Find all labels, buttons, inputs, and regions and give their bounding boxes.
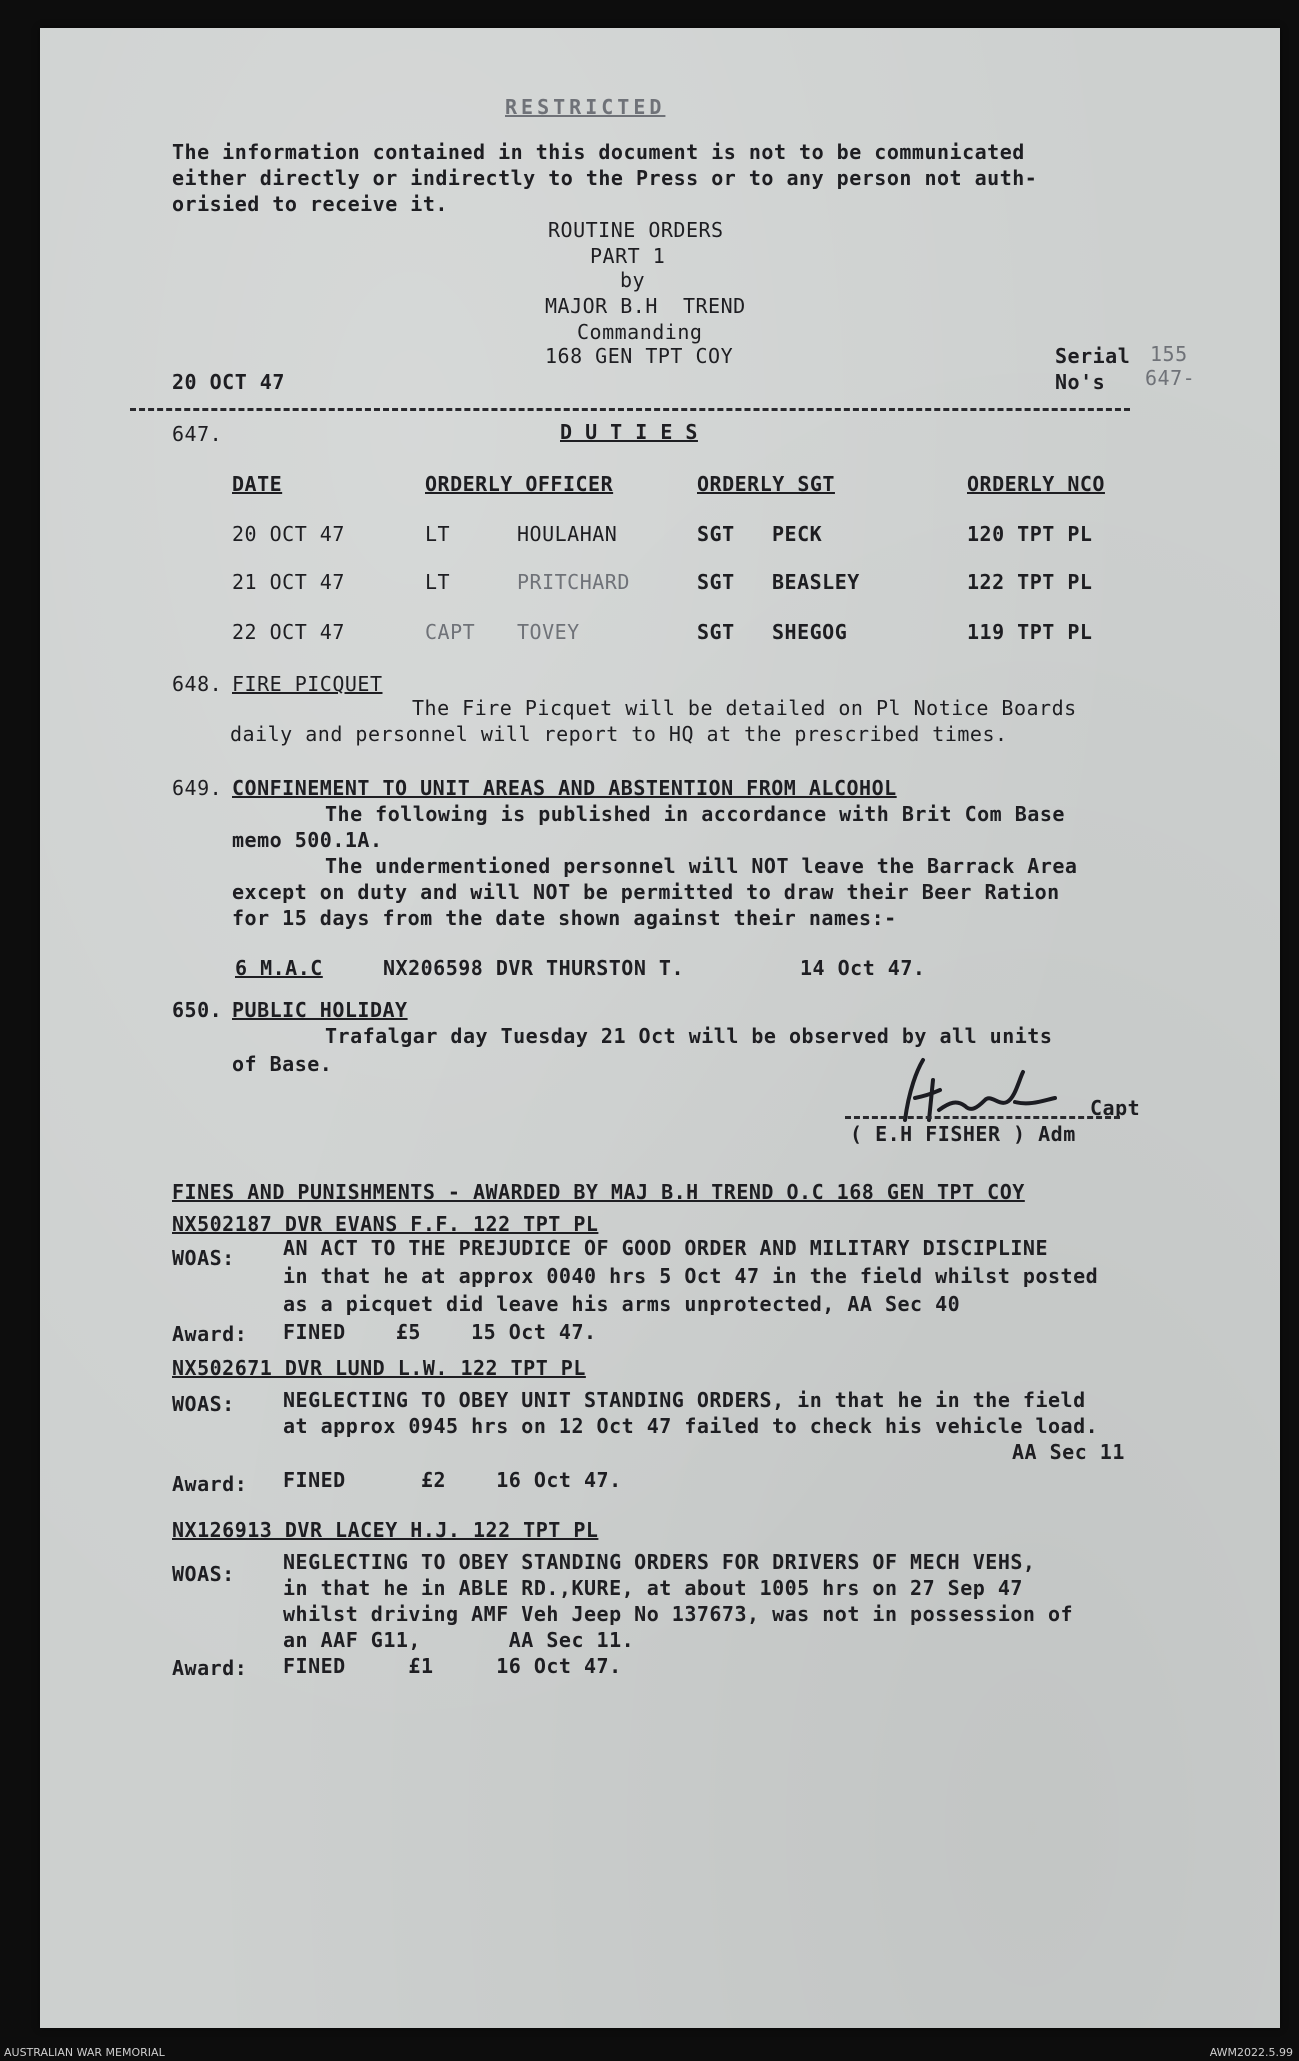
signature-rank: Capt	[1090, 1096, 1141, 1120]
confinement-unit: 6 M.A.C	[235, 956, 323, 980]
duties-number: 647.	[172, 422, 223, 446]
col-orderly-nco: ORDERLY NCO	[967, 472, 1105, 496]
confinement-title: CONFINEMENT TO UNIT AREAS AND ABSTENTION FROM ALCOHOL	[232, 776, 897, 800]
row-sgt: BEASLEY	[772, 570, 860, 594]
title-line: MAJOR B.H TREND	[545, 294, 746, 318]
fire-picquet-line-2: daily and personnel will report to HQ at the prescribed times.	[230, 722, 1008, 746]
signature-name: ( E.H FISHER ) Adm	[850, 1122, 1076, 1146]
case-award: FINED £2 16 Oct 47.	[283, 1468, 622, 1492]
nos-label: No's	[1055, 370, 1106, 394]
title-line: PART 1	[590, 244, 666, 268]
case-woas-line: in that he in ABLE RD.,KURE, at about 1005 hrs on 27 Sep 47	[283, 1576, 1023, 1600]
case-award: FINED £5 15 Oct 47.	[283, 1320, 597, 1344]
row-sgt-rank: SGT	[697, 522, 735, 546]
fire-picquet-line-1: The Fire Picquet will be detailed on Pl Notice Boards	[412, 696, 1077, 720]
fire-picquet-number: 648.	[172, 672, 223, 696]
signature-rule	[845, 1116, 1120, 1119]
classification-heading: RESTRICTED	[505, 95, 666, 119]
case-woas-line: an AAF G11, AA Sec 11.	[283, 1628, 635, 1652]
row-officer: HOULAHAN	[517, 522, 618, 546]
notice-line-2: either directly or indirectly to the Press or to any person not auth-	[172, 166, 1038, 190]
confinement-line-1: The following is published in accordance with Brit Com Base	[325, 802, 1065, 826]
fines-title: FINES AND PUNISHMENTS - AWARDED BY MAJ B.H TREND O.C 168 GEN TPT COY	[172, 1180, 1025, 1204]
col-date: DATE	[232, 472, 283, 496]
row-sgt: SHEGOG	[772, 620, 848, 644]
header-divider	[130, 408, 1130, 411]
row-officer-rank: LT	[425, 570, 451, 594]
case-woas-line: NEGLECTING TO OBEY STANDING ORDERS FOR DRIVERS OF MECH VEHS,	[283, 1550, 1036, 1574]
case-soldier: NX126913 DVR LACEY H.J. 122 TPT PL	[172, 1518, 599, 1542]
confinement-number: 649.	[172, 776, 223, 800]
case-woas-line: AN ACT TO THE PREJUDICE OF GOOD ORDER AND MILITARY DISCIPLINE	[283, 1236, 1049, 1260]
row-sgt-rank: SGT	[697, 620, 735, 644]
row-date: 22 OCT 47	[232, 620, 345, 644]
row-officer: PRITCHARD	[517, 570, 630, 594]
case-soldier: NX502187 DVR EVANS F.F. 122 TPT PL	[172, 1212, 599, 1236]
footer-accession: AWM2022.5.99	[1209, 2046, 1293, 2059]
row-nco: 122 TPT PL	[967, 570, 1093, 594]
row-officer-rank: CAPT	[425, 620, 476, 644]
nos-value: 647-	[1145, 366, 1196, 390]
confinement-line-4: except on duty and will NOT be permitted to draw their Beer Ration	[232, 880, 1060, 904]
case-woas-line: NEGLECTING TO OBEY UNIT STANDING ORDERS, in that he in the field	[283, 1388, 1086, 1412]
row-nco: 120 TPT PL	[967, 522, 1093, 546]
serial-label: Serial	[1055, 344, 1131, 368]
case-award-label: Award:	[172, 1656, 248, 1680]
confinement-line-5: for 15 days from the date shown against their names:-	[232, 906, 897, 930]
row-nco: 119 TPT PL	[967, 620, 1093, 644]
case-woas-line: as a picquet did leave his arms unprotected, AA Sec 40	[283, 1292, 961, 1316]
row-date: 21 OCT 47	[232, 570, 345, 594]
confinement-line-3: The undermentioned personnel will NOT leave the Barrack Area	[325, 854, 1078, 878]
holiday-number: 650.	[172, 998, 223, 1022]
holiday-line-2: of Base.	[232, 1052, 333, 1076]
holiday-line-1: Trafalgar day Tuesday 21 Oct will be observed by all units	[325, 1024, 1053, 1048]
case-woas-line: in that he at approx 0040 hrs 5 Oct 47 in the field whilst posted	[283, 1264, 1099, 1288]
case-woas-line: whilst driving AMF Veh Jeep No 137673, was not in possession of	[283, 1602, 1074, 1626]
confinement-line-2: memo 500.1A.	[232, 828, 383, 852]
col-orderly-sgt: ORDERLY SGT	[697, 472, 835, 496]
title-line: ROUTINE ORDERS	[548, 218, 724, 242]
case-woas-line: AA Sec 11	[1012, 1440, 1125, 1464]
case-soldier: NX502671 DVR LUND L.W. 122 TPT PL	[172, 1356, 586, 1380]
row-sgt-rank: SGT	[697, 570, 735, 594]
row-officer-rank: LT	[425, 522, 451, 546]
row-date: 20 OCT 47	[232, 522, 345, 546]
fire-picquet-title: FIRE PICQUET	[232, 672, 383, 696]
case-woas-label: WOAS:	[172, 1392, 235, 1416]
holiday-title: PUBLIC HOLIDAY	[232, 998, 408, 1022]
case-award: FINED £1 16 Oct 47.	[283, 1654, 622, 1678]
duties-title: D U T I E S	[560, 420, 698, 444]
confinement-person: NX206598 DVR THURSTON T.	[383, 956, 684, 980]
case-woas-line: at approx 0945 hrs on 12 Oct 47 failed to check his vehicle load.	[283, 1414, 1099, 1438]
order-date: 20 OCT 47	[172, 370, 285, 394]
title-line: Commanding	[577, 320, 703, 344]
title-line: 168 GEN TPT COY	[545, 344, 734, 368]
notice-line-1: The information contained in this document is not to be communicated	[172, 140, 1025, 164]
serial-value: 155	[1150, 342, 1188, 366]
case-woas-label: WOAS:	[172, 1246, 235, 1270]
case-woas-label: WOAS:	[172, 1562, 235, 1586]
confinement-date: 14 Oct 47.	[800, 956, 926, 980]
row-sgt: PECK	[772, 522, 823, 546]
col-orderly-officer: ORDERLY OFFICER	[425, 472, 614, 496]
case-award-label: Award:	[172, 1472, 248, 1496]
notice-line-3: orisied to receive it.	[172, 192, 448, 216]
title-line: by	[620, 268, 646, 292]
footer-institution: AUSTRALIAN WAR MEMORIAL	[4, 2046, 165, 2059]
case-award-label: Award:	[172, 1322, 248, 1346]
row-officer: TOVEY	[517, 620, 580, 644]
